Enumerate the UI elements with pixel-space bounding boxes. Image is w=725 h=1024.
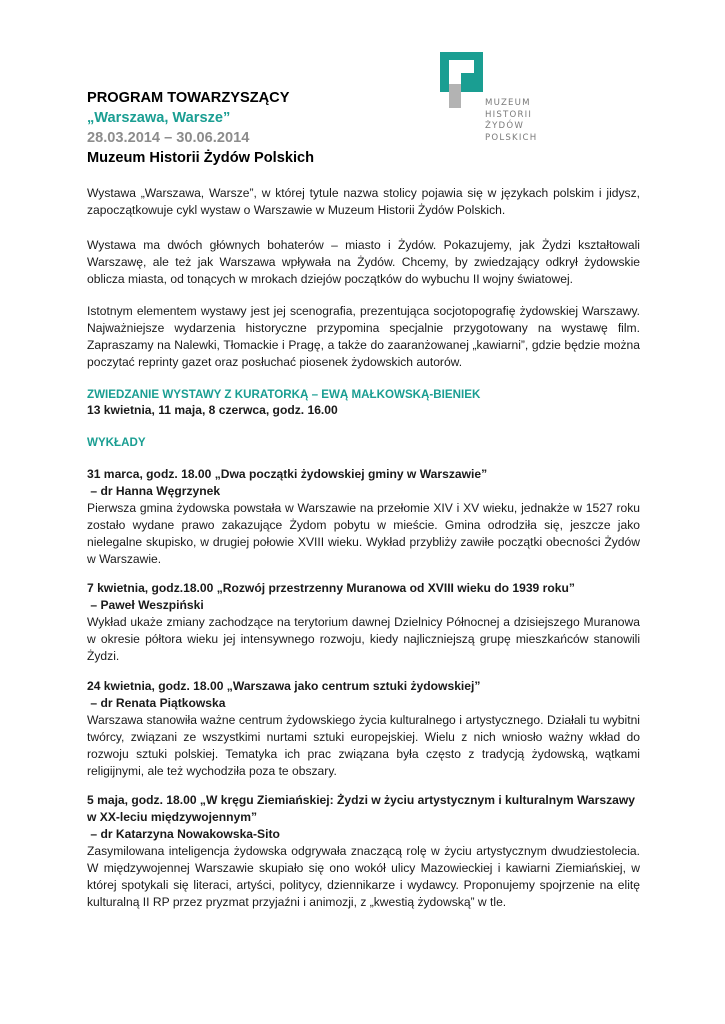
logo-line: MUZEUM xyxy=(485,98,531,108)
lecture-title: 7 kwietnia, godz.18.00 „Rozwój przestrzenny Muranowa od XVIII wieku do 1939 roku” xyxy=(87,581,575,595)
exhibition-title: „Warszawa, Warsze” xyxy=(87,110,231,126)
logo-line: POLSKICH xyxy=(485,132,538,143)
lecture-description: Warszawa stanowiła ważne centrum żydowskiego życia kulturalnego i artystycznego. Działali tu wybitni twórcy, związani ze wszystkimi nurtami sztuki europejskiej. Wielu z nich wniosło ważny wkład do rozwoju sztuki polskiej. Tematyka ich prac związana była często z tradycją żydowską, wątkami religijnymi, ale też wychodziła poza te obszary. xyxy=(87,713,640,779)
program-title: PROGRAM TOWARZYSZĄCY xyxy=(87,90,290,106)
intro-paragraph: Istotnym elementem wystawy jest jej scenografia, prezentująca socjotopografię żydowskiej Warszawy. Najważniejsze wydarzenia historyczne przypomina specjalnie przygotowany na wystawę film. Zapraszamy na Nalewki, Tłomackie i Pragę, a także do zaaranżowanej „kawiarni”, gdzie będzie można poczytać reprinty gazet oraz posłuchać piosenek żydowskich autorów. xyxy=(87,304,640,370)
lecture-speaker: – dr Hanna Węgrzynek xyxy=(87,484,221,498)
exhibition-dates: 28.03.2014 – 30.06.2014 xyxy=(87,130,250,146)
lecture-speaker: – dr Renata Piątkowska xyxy=(87,696,226,710)
lecture-speaker: – dr Katarzyna Nowakowska-Sito xyxy=(87,827,280,841)
tour-heading: ZWIEDZANIE WYSTAWY Z KURATORKĄ – EWĄ MAŁKOWSKĄ-BIENIEK xyxy=(87,388,481,401)
document-header xyxy=(87,88,314,168)
lecture-description: Wykład ukaże zmiany zachodzące na terytorium dawnej Dzielnicy Północnej a dzisiejszego Muranowa w okresie półtora wieku jej intensywnego rozwoju, kiedy najliczniejszą grupę mieszkańców stanowili Żydzi. xyxy=(87,615,640,664)
lecture-title: 31 marca, godz. 18.00 „Dwa początki żydowskiej gminy w Warszawie” xyxy=(87,467,488,481)
intro-paragraph: Wystawa „Warszawa, Warsze”, w której tytule nazwa stolicy pojawia się w językach polskim i jidysz, zapoczątkowuje cykl wystaw o Warszawie w Muzeum Historii Żydów Polskich. xyxy=(87,186,640,218)
lecture-description: Zasymilowana inteligencja żydowska odgrywała znaczącą rolę w życiu artystycznym dwudziestolecia. W międzywojennej Warszawie skupiało się ono wokół ulicy Mazowieckiej i kawiarni Ziemiańskiej, w której spotykali się literaci, artyści, politycy, dziennikarze i wydawcy. Proponujemy spojrzenie na elitę kulturalną II RP przez pryzmat przyjaźni i animozji, z „kwestią żydowską” w tle. xyxy=(87,844,640,910)
lecture-title: 24 kwietnia, godz. 18.00 „Warszawa jako centrum sztuki żydowskiej” xyxy=(87,679,481,693)
intro-paragraph: Wystawa ma dwóch głównych bohaterów – miasto i Żydów. Pokazujemy, jak Żydzi kształtowali Warszawę, ale też jak Warszawa wpływała na Żydów. Chcemy, by zwiedzający odkrył żydowskie oblicza miasta, od tonących w mrokach dziejów początków do wybuchu II wojny światowej. xyxy=(87,238,640,287)
lecture-speaker: – Paweł Weszpiński xyxy=(87,598,204,612)
logo-wordmark xyxy=(485,98,537,144)
lecture-title: 5 maja, godz. 18.00 „W kręgu Ziemiańskiej: Żydzi w życiu artystycznym i kulturalnym Warszawy w XX-leciu międzywojennym” xyxy=(87,793,635,825)
tour-dates: 13 kwietnia, 11 maja, 8 czerwca, godz. 16.00 xyxy=(87,403,338,417)
lectures-heading: WYKŁADY xyxy=(87,436,146,449)
logo-line: HISTORII xyxy=(485,109,533,120)
lecture-description: Pierwsza gmina żydowska powstała w Warszawie na przełomie XIV i XV wieku, jednakże w 1527 roku zostało wydane prawo zakazujące Żydom pobytu w mieście. Gmina odrodziła się, jeszcze jako nielegalne skupisko, w drugiej połowie XVIII wieku. Wykład przybliży zawiłe początki obecności Żydów w Warszawie. xyxy=(87,501,640,567)
logo-gray-bar xyxy=(449,84,461,108)
museum-name: Muzeum Historii Żydów Polskich xyxy=(87,150,315,166)
logo-line: ŻYDÓW xyxy=(485,121,525,132)
